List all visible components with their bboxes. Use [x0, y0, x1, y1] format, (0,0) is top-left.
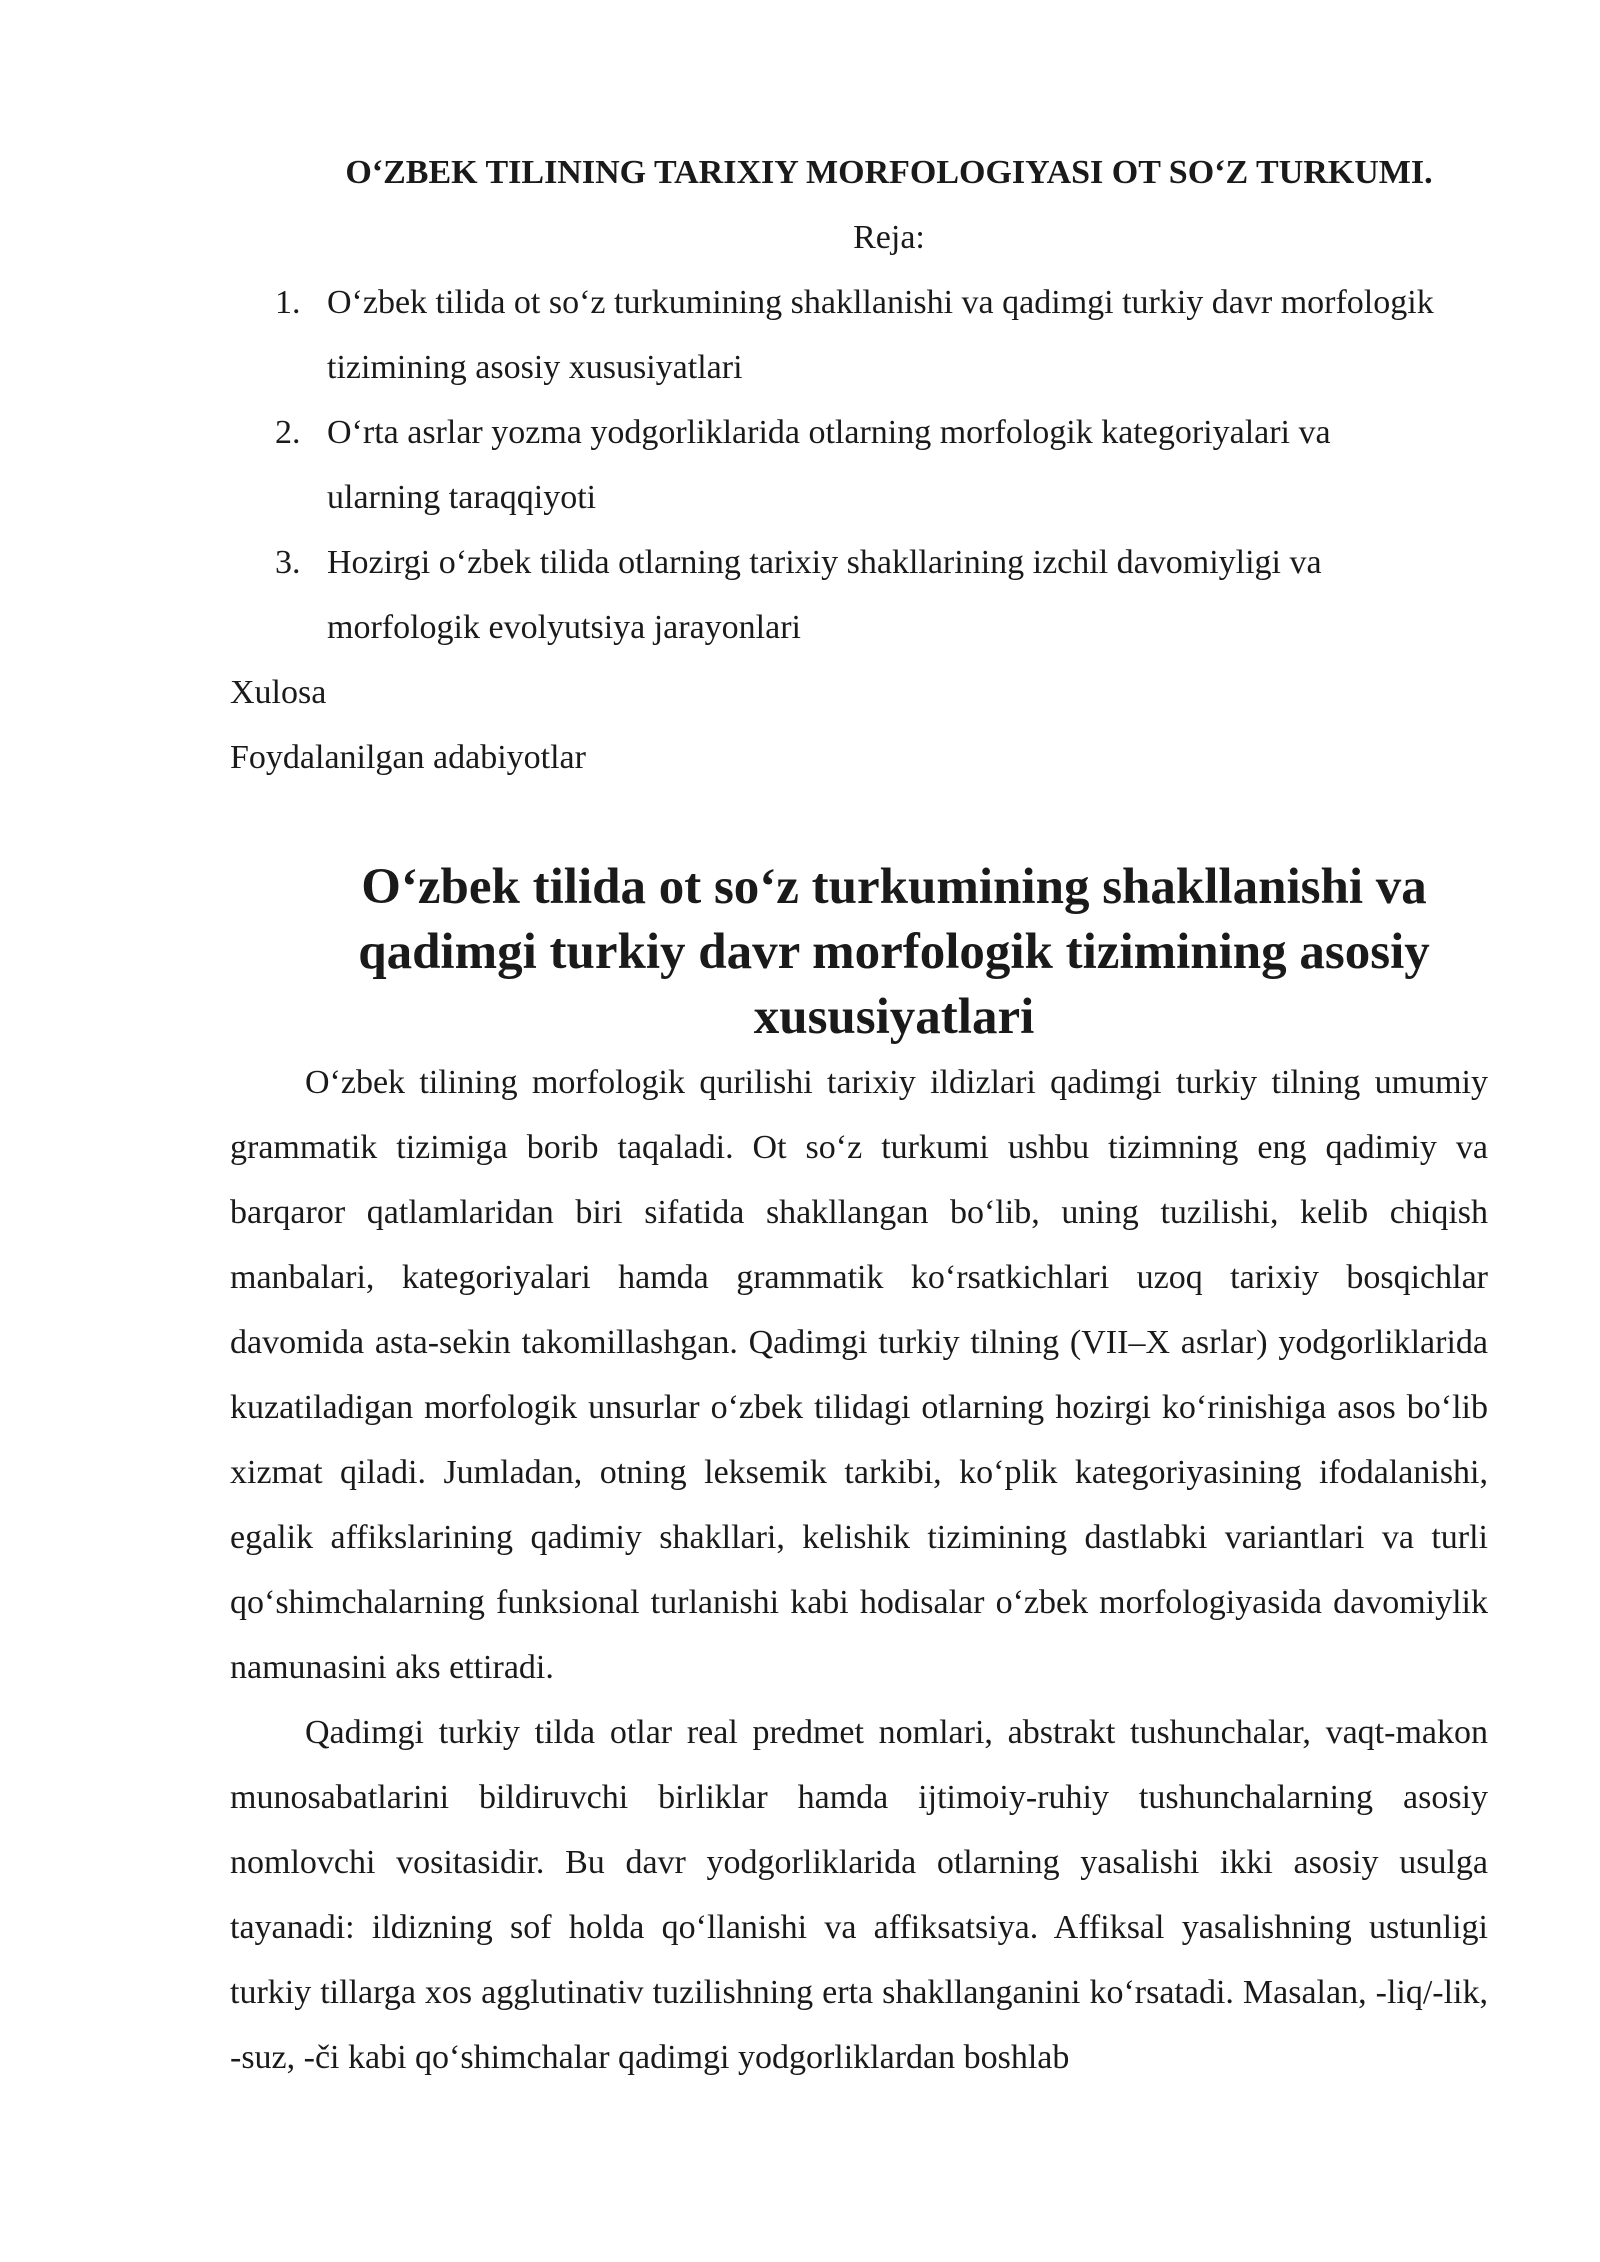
body-paragraph: O‘zbek tilining morfologik qurilishi tarixiy ildizlari qadimgi turkiy tilning umumiy grammatik tizimiga borib taqaladi. Ot so‘z turkumi ushbu tizimning eng qadimiy va barqaror qatlamlaridan biri sifatida shakllangan bo‘lib, uning tuzilishi, kelib chiqish manbalari, kategoriyalari hamda grammatik ko‘rsatkichlari uzoq tarixiy bosqichlar davomida asta-sekin takomillashgan. Qadimgi turkiy tilning (VII–X asrlar) yodgorliklarida kuzatiladigan morfologik unsurlar o‘zbek tilidagi otlarning hozirgi ko‘rinishiga asos bo‘lib xizmat qiladi. Jumladan, otning leksemik tarkibi, ko‘plik kategoriyasining ifodalanishi, egalik affikslarining qadimiy shakllari, kelishik tizimining dastlabki variantlari va turli qo‘shimchalarning funksional turlanishi kabi hodisalar o‘zbek morfologiyasida davomiylik namunasini aks ettiradi. — [230, 1064, 1488, 1686]
references-label: Foydalanilgan adabiyotlar — [230, 739, 586, 776]
plan-label: Reja: — [853, 219, 925, 256]
plan-item-text: O‘rta asrlar yozma yodgorliklarida otlarning morfologik kategoriyalari va ularning taraqqiyoti — [327, 414, 1331, 516]
document-page — [230, 140, 1488, 2090]
conclusion-label: Xulosa — [230, 674, 327, 711]
plan-item-number: 1. — [275, 284, 301, 321]
plan-item — [230, 270, 1488, 400]
document-title: O‘ZBEK TILINING TARIXIY MORFOLOGIYASI OT SO‘Z TURKUMI. — [345, 154, 1433, 191]
body-paragraph: Qadimgi turkiy tilda otlar real predmet nomlari, abstrakt tushunchalar, vaqt-makon munosabatlarini bildiruvchi birliklar hamda ijtimoiy-ruhiy tushunchalarning asosiy nomlovchi vositasidir. Bu davr yodgorliklarida otlarning yasalishi ikki asosiy usulga tayanadi: ildizning sof holda qo‘llanishi va affiksatsiya. Affiksal yasalishning ustunligi turkiy tillarga xos agglutinativ tuzilishning erta shakllanganini ko‘rsatadi. Masalan, -liq/-lik, -suz, -či kabi qo‘shimchalar qadimgi yodgorliklardan boshlab — [230, 1714, 1488, 2076]
plan-item — [230, 530, 1488, 660]
plan-list — [230, 270, 1488, 660]
plan-item-text: O‘zbek tilida ot so‘z turkumining shakllanishi va qadimgi turkiy davr morfologik tizimining asosiy xususiyatlari — [327, 284, 1434, 386]
plan-item-text: Hozirgi o‘zbek tilida otlarning tarixiy shakllarining izchil davomiyligi va morfologik evolyutsiya jarayonlari — [327, 544, 1322, 646]
plan-item-number: 2. — [275, 414, 301, 451]
plan-item-number: 3. — [275, 544, 301, 581]
section-heading: O‘zbek tilida ot so‘z turkumining shakllanishi va qadimgi turkiy davr morfologik tizimining asosiy xususiyatlari — [358, 859, 1430, 1045]
plan-item — [230, 400, 1488, 530]
